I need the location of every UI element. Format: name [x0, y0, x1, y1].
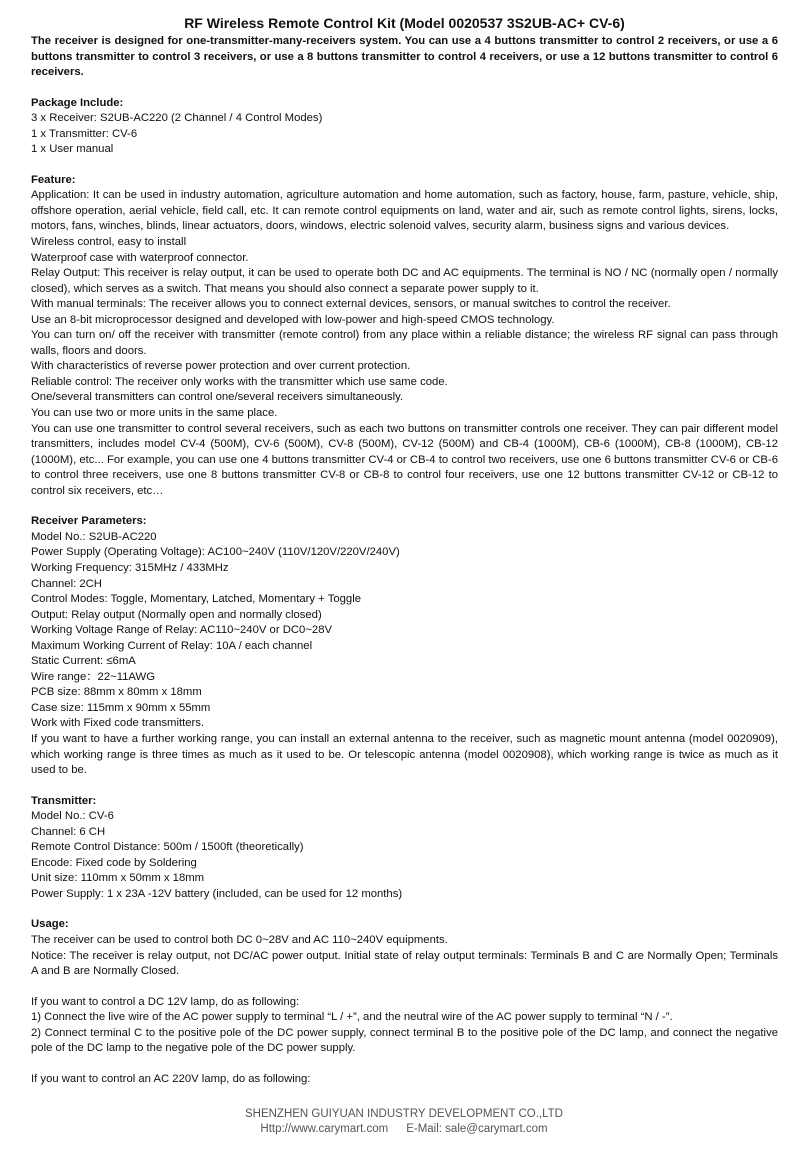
receiver-param: Maximum Working Current of Relay: 10A / each channel — [31, 639, 313, 652]
feature-item: With characteristics of reverse power protection and over current protection. — [31, 360, 411, 373]
package-item: 1 x User manual — [31, 143, 114, 156]
receiver-param: Model No.: S2UB-AC220 — [31, 530, 157, 543]
usage-item: The receiver can be used to control both DC 0~28V and AC 110~240V equipments. — [31, 933, 448, 946]
document-title: RF Wireless Remote Control Kit (Model 0020537 3S2UB-AC+ CV-6) — [184, 15, 625, 31]
package-heading: Package Include: — [31, 96, 124, 109]
receiver-param: Power Supply (Operating Voltage): AC100~240V (110V/120V/220V/240V) — [31, 546, 400, 559]
transmitter-param: Model No.: CV-6 — [31, 810, 114, 823]
receiver-param: Wire range：22~11AWG — [31, 670, 156, 683]
spacer — [31, 1057, 778, 1072]
transmitter-param: Encode: Fixed code by Soldering — [31, 856, 197, 869]
package-item: 3 x Receiver: S2UB-AC220 (2 Channel / 4 Control Modes) — [31, 112, 323, 125]
footer-website-link[interactable]: Http://www.carymart.com — [260, 1123, 389, 1135]
receiver-param: Static Current: ≤6mA — [31, 655, 136, 668]
footer-contact — [0, 1122, 808, 1137]
footer-company: SHENZHEN GUIYUAN INDUSTRY DEVELOPMENT CO.,LTD — [244, 1108, 563, 1120]
page-footer — [0, 1107, 808, 1137]
intro-paragraph: The receiver is designed for one-transmitter-many-receivers system. You can use a 4 buttons transmitter to control 2 receivers, or use a 6 buttons transmitter to control 3 receivers, or use a 8 buttons transmitter to control 4 receivers, or use a 12 buttons transmitter to control 6 receivers. — [31, 35, 778, 79]
feature-heading: Feature: — [31, 173, 76, 186]
feature-item: Reliable control: The receiver only works with the transmitter which use same code. — [31, 375, 448, 388]
feature-item: Relay Output: This receiver is relay output, it can be used to operate both DC and AC equipments. The terminal is NO / NC (normally open / normally closed), which serves as a switch. That means you should also connect a separate power supply to it. — [31, 267, 778, 295]
ac-lamp-intro: If you want to control an AC 220V lamp, do as following: — [31, 1072, 311, 1085]
feature-item: Use an 8-bit microprocessor designed and developed with low-power and high-speed CMOS technology. — [31, 313, 555, 326]
transmitter-param: Power Supply: 1 x 23A -12V battery (included, can be used for 12 months) — [31, 887, 403, 900]
document-page — [31, 14, 778, 1087]
feature-item: Wireless control, easy to install — [31, 236, 187, 249]
receiver-heading: Receiver Parameters: — [31, 515, 147, 528]
receiver-param: Control Modes: Toggle, Momentary, Latched, Momentary + Toggle — [31, 593, 361, 606]
transmitter-section — [31, 794, 778, 903]
feature-item: You can turn on/ off the receiver with transmitter (remote control) from any place within a reliable distance; the wireless RF signal can pass through walls, floors and doors. — [31, 329, 778, 357]
receiver-param: Working Voltage Range of Relay: AC110~240V or DC0~28V — [31, 624, 333, 637]
receiver-param: Work with Fixed code transmitters. — [31, 717, 205, 730]
transmitter-param: Channel: 6 CH — [31, 825, 106, 838]
receiver-param: Case size: 115mm x 90mm x 55mm — [31, 701, 211, 714]
package-section — [31, 96, 778, 158]
transmitter-param: Remote Control Distance: 500m / 1500ft (theoretically) — [31, 841, 304, 854]
footer-email-link[interactable]: E-Mail: sale@carymart.com — [406, 1123, 548, 1135]
feature-section — [31, 173, 778, 499]
usage-heading: Usage: — [31, 918, 69, 931]
usage-section — [31, 917, 778, 1087]
dc-step: 2) Connect terminal C to the positive pole of the DC power supply, connect terminal B to the positive pole of the DC lamp, and connect the negative pole of the DC lamp to the negative pole of the DC power supply. — [31, 1026, 778, 1055]
transmitter-param: Unit size: 110mm x 50mm x 18mm — [31, 872, 205, 885]
feature-item: You can use one transmitter to control several receivers, such as each two buttons on transmitter controls one receiver. They can pair different model transmitters, includes model CV-4 (500M), CV-6 (500M), CV-8 (500M), CV-12 (500M) and CB-4 (1000M), CB-6 (1000M), CB-8 (1000M), CB-12 (1000M), etc... For example, you can use one 4 buttons transmitter CV-4 or CB-4 to control two receivers, use one 6 buttons transmitter CV-6 or CB-6 to control three receivers, use one 8 buttons transmitter CV-8 or CB-8 to control four receivers, use one 12 buttons transmitter CV-12 or CB-12 to control six receivers, etc… — [31, 422, 778, 497]
package-item: 1 x Transmitter: CV-6 — [31, 127, 138, 140]
receiver-param: If you want to have a further working range, you can install an external antenna to the receiver, such as magnetic mount antenna (model 0020909), which working range is three times as much as it used to be. Or telescopic antenna (model 0020908), which working range is twice as much as it used to be. — [31, 732, 778, 777]
receiver-section — [31, 514, 778, 778]
usage-item: Notice: The receiver is relay output, not DC/AC power output. Initial state of relay output terminals: Terminals B and C are Normally Open; Terminals A and B are Normally Closed. — [31, 949, 778, 978]
dc-step: 1) Connect the live wire of the AC power supply to terminal “L / +”, and the neutral wire of the AC power supply to terminal “N / -”. — [31, 1011, 673, 1024]
feature-item: Waterproof case with waterproof connector. — [31, 251, 249, 264]
feature-item: One/several transmitters can control one/several receivers simultaneously. — [31, 391, 404, 404]
transmitter-heading: Transmitter: — [31, 794, 97, 807]
receiver-param: Channel: 2CH — [31, 577, 102, 590]
receiver-param: Working Frequency: 315MHz / 433MHz — [31, 561, 229, 574]
receiver-param: Output: Relay output (Normally open and normally closed) — [31, 608, 322, 621]
receiver-param: PCB size: 88mm x 80mm x 18mm — [31, 686, 202, 699]
feature-item: You can use two or more units in the same place. — [31, 407, 278, 420]
dc-lamp-intro: If you want to control a DC 12V lamp, do as following: — [31, 995, 300, 1008]
feature-item: Application: It can be used in industry automation, agriculture automation and home automation, such as factory, house, farm, pasture, vehicle, ship, offshore operation, aerial vehicle, field call, etc. It can remote control equipments on land, water and air, such as remote control lights, sirens, locks, motors, fans, winches, blinds, linear actuators, doors, windows, electric solenoid valves, security alarm, business signs and various devices. — [31, 189, 778, 233]
spacer — [31, 980, 778, 995]
feature-item: With manual terminals: The receiver allows you to connect external devices, sensors, or manual switches to control the receiver. — [31, 298, 671, 311]
